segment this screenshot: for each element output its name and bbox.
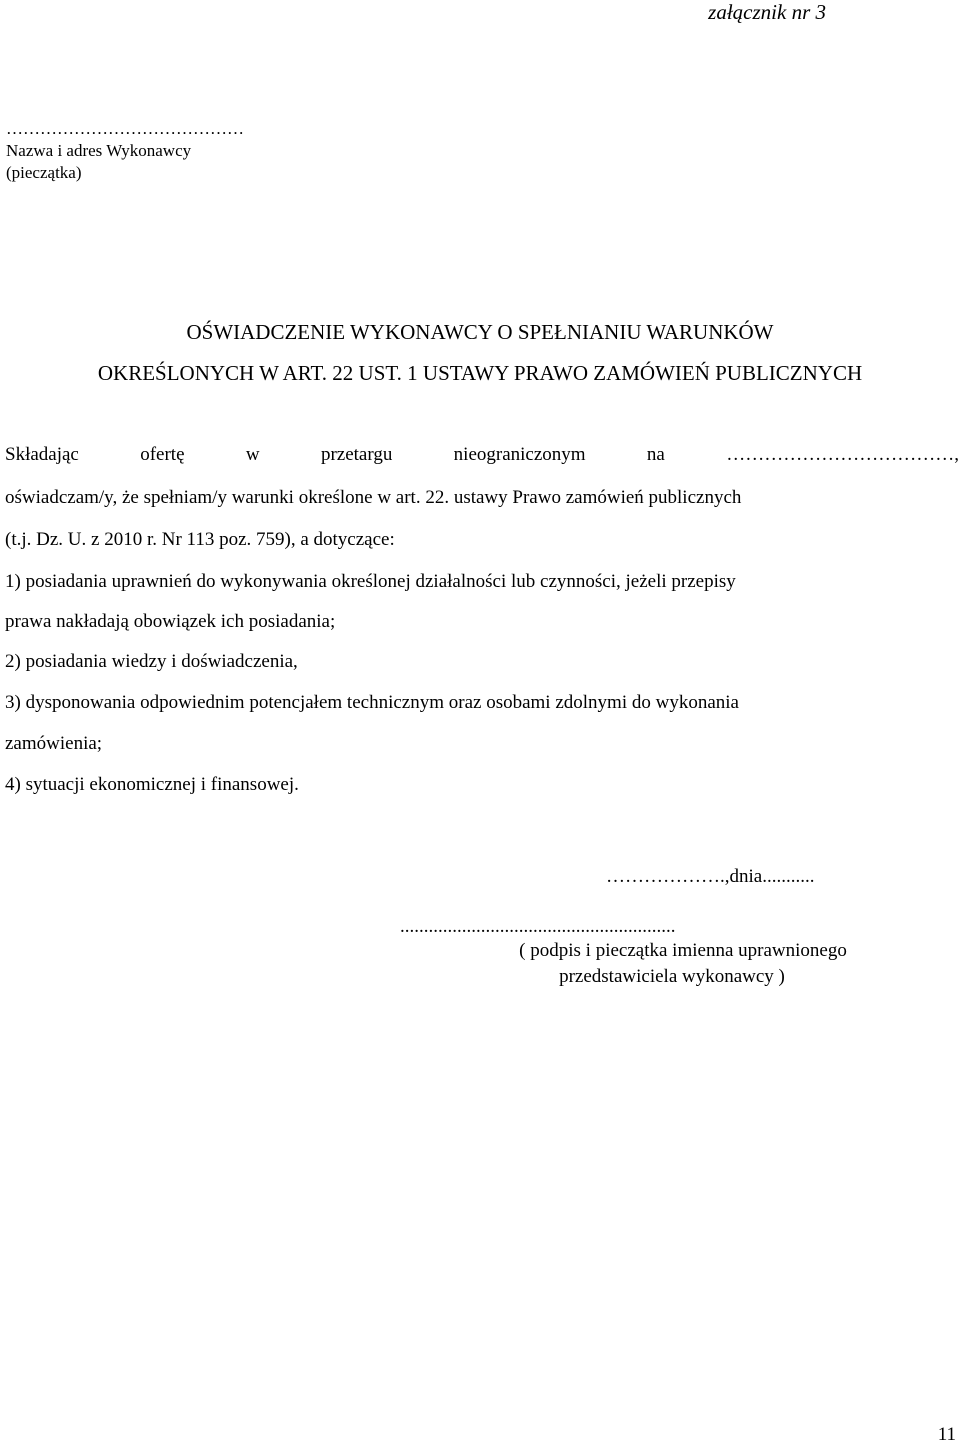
statement-line2: oświadczam/y, że spełniam/y warunki określone w art. 22. ustawy Prawo zamówień publicznych — [5, 487, 742, 508]
contractor-dots: …………………………………… — [6, 119, 244, 138]
statement-word: Składając — [5, 444, 79, 465]
signature-caption-line2: przedstawiciela wykonawcy ) — [559, 966, 785, 987]
statement-word: nieograniczonym — [453, 444, 586, 465]
condition-1-line2: prawa nakładają obowiązek ich posiadania; — [5, 611, 336, 632]
date-line: ……………….,dnia........... — [606, 866, 815, 887]
statement-line1 — [5, 444, 959, 466]
annex-label: załącznik nr 3 — [708, 0, 826, 24]
page-number: 11 — [937, 1424, 956, 1445]
signature-caption-line1: ( podpis i pieczątka imienna uprawnionego — [519, 940, 847, 961]
condition-4: 4) sytuacji ekonomicznej i finansowej. — [5, 774, 299, 795]
signature-dots: .......................................................... — [400, 916, 676, 937]
statement-line3: (t.j. Dz. U. z 2010 r. Nr 113 poz. 759), a dotyczące: — [5, 529, 395, 550]
document-title-line1: OŚWIADCZENIE WYKONAWCY O SPEŁNIANIU WARUNKÓW — [186, 320, 774, 344]
statement-blank: ………………………………, — [726, 444, 959, 465]
statement-word: przetargu — [320, 444, 393, 465]
condition-1-line1: 1) posiadania uprawnień do wykonywania określonej działalności lub czynności, jeżeli przepisy — [5, 571, 736, 592]
condition-2: 2) posiadania wiedzy i doświadczenia, — [5, 651, 298, 672]
contractor-name-label: Nazwa i adres Wykonawcy — [6, 141, 192, 160]
statement-word: ofertę — [140, 444, 185, 465]
document-title-line2: OKREŚLONYCH W ART. 22 UST. 1 USTAWY PRAWO ZAMÓWIEŃ PUBLICZNYCH — [97, 361, 863, 385]
condition-3-line1: 3) dysponowania odpowiednim potencjałem technicznym oraz osobami zdolnymi do wykonania — [5, 692, 739, 713]
condition-3-line2: zamówienia; — [5, 733, 103, 754]
contractor-stamp-label: (pieczątka) — [6, 163, 82, 182]
statement-word: na — [646, 444, 665, 465]
statement-word: w — [245, 444, 260, 465]
